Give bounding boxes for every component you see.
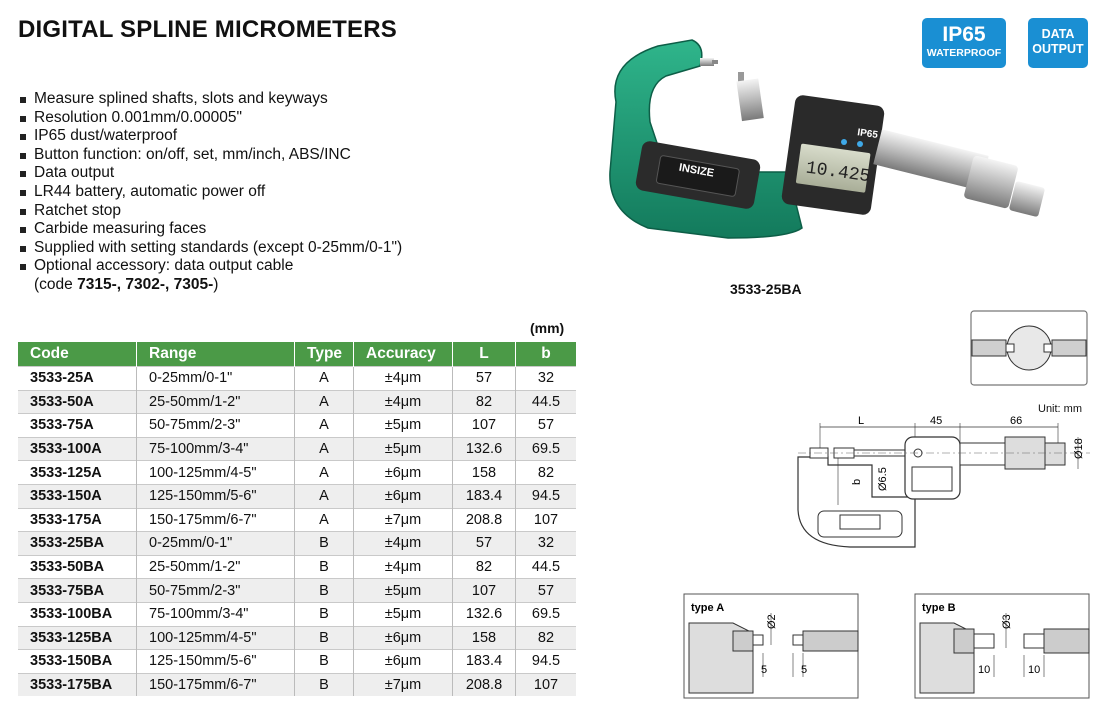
cable-code-suffix: ) xyxy=(213,275,219,293)
cell-range: 100-125mm/4-5" xyxy=(137,626,295,650)
cell-range: 50-75mm/2-3" xyxy=(137,579,295,603)
cell-code: 3533-75BA xyxy=(18,579,137,603)
cable-code-prefix: (code xyxy=(34,275,78,293)
cell-b: 94.5 xyxy=(516,484,577,508)
cell-range: 50-75mm/2-3" xyxy=(137,414,295,438)
cell-accuracy: ±5μm xyxy=(354,437,453,461)
cell-code: 3533-25A xyxy=(18,367,137,391)
cell-code: 3533-50BA xyxy=(18,555,137,579)
cell-l: 132.6 xyxy=(453,437,516,461)
page-title: DIGITAL SPLINE MICROMETERS xyxy=(18,16,397,43)
cell-type: B xyxy=(295,555,354,579)
cell-b: 94.5 xyxy=(516,650,577,674)
feature-item: Ratchet stop xyxy=(18,202,402,221)
data-output-line1: DATA xyxy=(1041,27,1075,41)
cell-b: 44.5 xyxy=(516,390,577,414)
cell-accuracy: ±6μm xyxy=(354,626,453,650)
feature-item-continuation xyxy=(18,276,402,295)
cell-accuracy: ±6μm xyxy=(354,650,453,674)
cell-accuracy: ±7μm xyxy=(354,673,453,696)
cell-range: 25-50mm/1-2" xyxy=(137,390,295,414)
cell-type: A xyxy=(295,508,354,532)
cell-type: A xyxy=(295,484,354,508)
cell-code: 3533-25BA xyxy=(18,532,137,556)
header-type: Type xyxy=(295,342,354,367)
table-row xyxy=(18,367,576,391)
type-b-label: type B xyxy=(922,602,956,614)
table-header-row xyxy=(18,342,576,367)
unit-label: Unit: mm xyxy=(1038,403,1082,415)
cell-l: 183.4 xyxy=(453,484,516,508)
mode-button-icon xyxy=(857,141,863,147)
cell-b: 69.5 xyxy=(516,437,577,461)
cell-l: 132.6 xyxy=(453,602,516,626)
cell-accuracy: ±5μm xyxy=(354,579,453,603)
cell-code: 3533-75A xyxy=(18,414,137,438)
cell-b: 57 xyxy=(516,579,577,603)
cell-code: 3533-150A xyxy=(18,484,137,508)
cell-type: B xyxy=(295,532,354,556)
cell-code: 3533-50A xyxy=(18,390,137,414)
cell-type: B xyxy=(295,673,354,696)
cell-accuracy: ±4μm xyxy=(354,555,453,579)
header-l: L xyxy=(453,342,516,367)
cell-l: 82 xyxy=(453,390,516,414)
cell-accuracy: ±5μm xyxy=(354,414,453,438)
feature-item: Resolution 0.001mm/0.00005" xyxy=(18,109,402,128)
cell-range: 25-50mm/1-2" xyxy=(137,555,295,579)
table-row xyxy=(18,579,576,603)
cell-l: 82 xyxy=(453,555,516,579)
table-row xyxy=(18,555,576,579)
dimension-drawing xyxy=(790,415,1100,555)
cell-range: 125-150mm/5-6" xyxy=(137,484,295,508)
cell-b: 32 xyxy=(516,367,577,391)
feature-item: Supplied with setting standards (except 0-25mm/0-1") xyxy=(18,239,402,258)
type-a-label: type A xyxy=(691,602,725,614)
cell-range: 150-175mm/6-7" xyxy=(137,508,295,532)
cell-accuracy: ±6μm xyxy=(354,461,453,485)
set-button-icon xyxy=(841,139,847,145)
cell-b: 57 xyxy=(516,414,577,438)
type-a-diagram xyxy=(683,593,859,699)
cell-b: 32 xyxy=(516,532,577,556)
table-unit: (mm) xyxy=(530,320,565,336)
type-a-diameter: Ø2 xyxy=(766,614,778,629)
table-row xyxy=(18,650,576,674)
table-row xyxy=(18,461,576,485)
ip65-badge-subtitle: WATERPROOF xyxy=(926,47,1002,59)
cell-code: 3533-100BA xyxy=(18,602,137,626)
cell-l: 208.8 xyxy=(453,673,516,696)
feature-item: IP65 dust/waterproof xyxy=(18,127,402,146)
feature-item: Button function: on/off, set, mm/inch, ABS/INC xyxy=(18,146,402,165)
table-row xyxy=(18,508,576,532)
cell-code: 3533-125BA xyxy=(18,626,137,650)
table-row xyxy=(18,484,576,508)
cell-b: 107 xyxy=(516,508,577,532)
dim-d65-label: Ø6.5 xyxy=(877,467,889,491)
spec-table xyxy=(18,342,576,696)
cell-range: 100-125mm/4-5" xyxy=(137,461,295,485)
table-row xyxy=(18,532,576,556)
cell-range: 75-100mm/3-4" xyxy=(137,437,295,461)
cell-range: 0-25mm/0-1" xyxy=(137,367,295,391)
dim-d18-label: Ø18 xyxy=(1073,438,1085,459)
cell-b: 69.5 xyxy=(516,602,577,626)
cell-type: A xyxy=(295,461,354,485)
lcd-readout: 10.425 xyxy=(804,158,872,188)
cell-b: 107 xyxy=(516,673,577,696)
feature-item: Data output xyxy=(18,164,402,183)
header-code: Code xyxy=(18,342,137,367)
feature-list xyxy=(18,90,402,295)
table-row xyxy=(18,414,576,438)
cell-type: A xyxy=(295,414,354,438)
feature-item: Optional accessory: data output cable xyxy=(18,257,402,276)
cell-type: B xyxy=(295,626,354,650)
cell-type: B xyxy=(295,579,354,603)
cell-type: A xyxy=(295,390,354,414)
spline-face-diagram xyxy=(970,310,1088,386)
cell-accuracy: ±4μm xyxy=(354,390,453,414)
cell-code: 3533-100A xyxy=(18,437,137,461)
feature-item: LR44 battery, automatic power off xyxy=(18,183,402,202)
cell-l: 57 xyxy=(453,367,516,391)
table-row xyxy=(18,602,576,626)
cell-accuracy: ±5μm xyxy=(354,602,453,626)
cell-range: 75-100mm/3-4" xyxy=(137,602,295,626)
table-row xyxy=(18,626,576,650)
ip65-housing-label: IP65 xyxy=(856,127,879,141)
cell-code: 3533-175BA xyxy=(18,673,137,696)
cell-type: A xyxy=(295,437,354,461)
table-row xyxy=(18,390,576,414)
cell-l: 208.8 xyxy=(453,508,516,532)
cell-type: A xyxy=(295,367,354,391)
cell-l: 158 xyxy=(453,461,516,485)
cell-l: 57 xyxy=(453,532,516,556)
cell-l: 107 xyxy=(453,579,516,603)
cell-l: 107 xyxy=(453,414,516,438)
type-b-diagram xyxy=(914,593,1090,699)
cell-code: 3533-150BA xyxy=(18,650,137,674)
cell-type: B xyxy=(295,602,354,626)
header-range: Range xyxy=(137,342,295,367)
cell-type: B xyxy=(295,650,354,674)
cell-l: 158 xyxy=(453,626,516,650)
type-b-dim1: 10 xyxy=(978,664,991,676)
header-b: b xyxy=(516,342,577,367)
table-row xyxy=(18,673,576,696)
micrometer-photo xyxy=(588,32,1058,272)
data-output-line2: OUTPUT xyxy=(1032,42,1084,56)
cell-accuracy: ±6μm xyxy=(354,484,453,508)
brand-logo: INSIZE xyxy=(677,161,715,180)
table-row xyxy=(18,437,576,461)
product-caption: 3533-25BA xyxy=(730,281,802,297)
cell-b: 44.5 xyxy=(516,555,577,579)
cell-accuracy: ±4μm xyxy=(354,367,453,391)
ip65-badge-title: IP65 xyxy=(942,23,986,46)
type-b-diameter: Ø3 xyxy=(1001,614,1013,629)
feature-item: Measure splined shafts, slots and keyways xyxy=(18,90,402,109)
cell-code: 3533-175A xyxy=(18,508,137,532)
cable-codes: 7315-, 7302-, 7305- xyxy=(77,275,214,293)
cell-l: 183.4 xyxy=(453,650,516,674)
cell-accuracy: ±7μm xyxy=(354,508,453,532)
header-accuracy: Accuracy xyxy=(354,342,453,367)
cell-b: 82 xyxy=(516,626,577,650)
cell-code: 3533-125A xyxy=(18,461,137,485)
dim-l-label: L xyxy=(858,415,865,427)
cell-b: 82 xyxy=(516,461,577,485)
type-a-dim2: 5 xyxy=(801,664,808,676)
cell-range: 0-25mm/0-1" xyxy=(137,532,295,556)
feature-item: Carbide measuring faces xyxy=(18,220,402,239)
type-a-dim1: 5 xyxy=(761,664,768,676)
cell-accuracy: ±4μm xyxy=(354,532,453,556)
dim-45-label: 45 xyxy=(930,415,943,427)
cell-range: 125-150mm/5-6" xyxy=(137,650,295,674)
type-b-dim2: 10 xyxy=(1028,664,1041,676)
cell-range: 150-175mm/6-7" xyxy=(137,673,295,696)
dim-66-label: 66 xyxy=(1010,415,1023,427)
dim-b-label: b xyxy=(851,478,863,485)
